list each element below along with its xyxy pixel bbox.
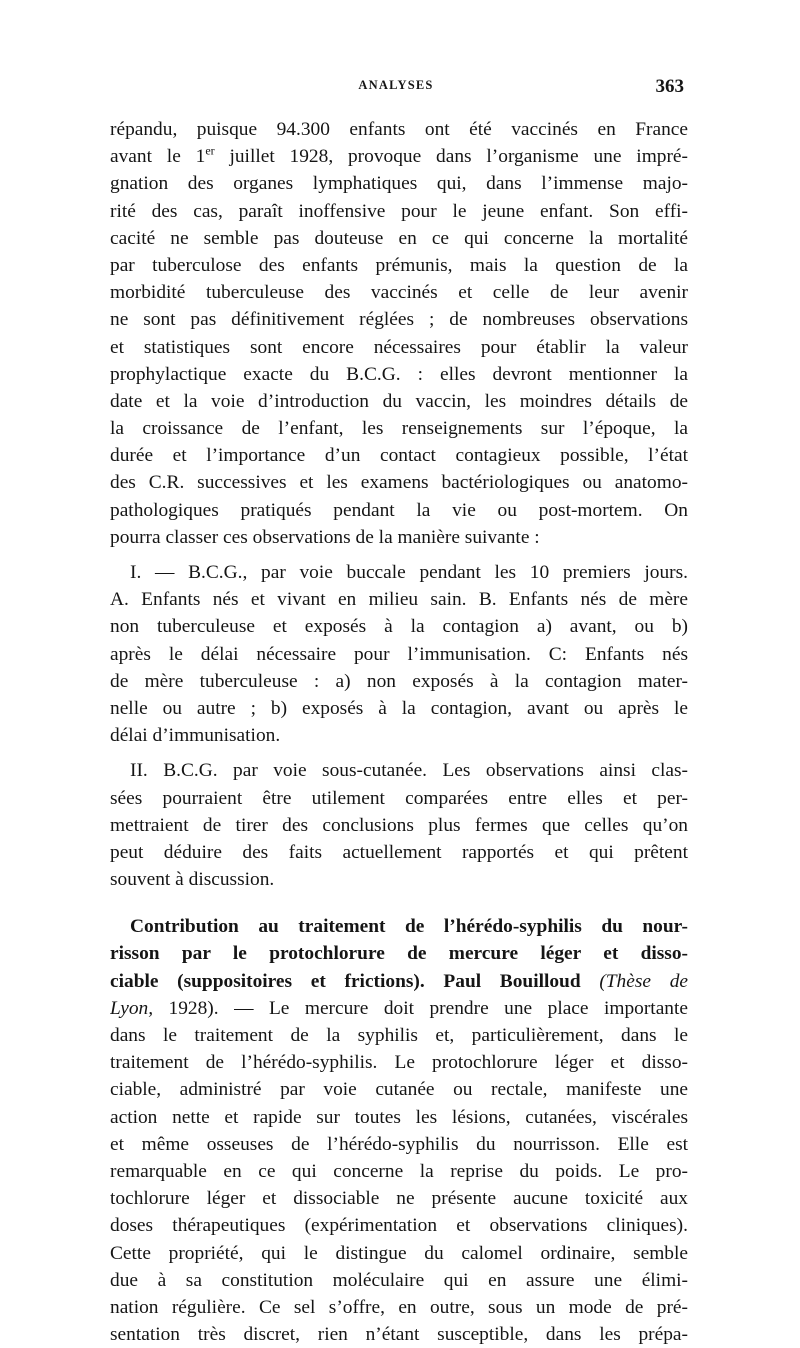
text-line: doses thérapeutiques (expérimentation et observations cliniques). bbox=[110, 1215, 688, 1237]
article-title-line bbox=[110, 968, 688, 995]
text-line: prophylactique exacte du B.C.G. : elles devront mentionner la bbox=[110, 363, 688, 385]
text-line: sées pourraient être utilement comparées entre elles et per- bbox=[110, 787, 688, 809]
text-fragment: 1928). — Le mercure doit prendre une place importante bbox=[153, 997, 688, 1019]
text-line: tochlorure léger et dissociable ne présente aucune toxicité aux bbox=[110, 1188, 688, 1210]
text-line: action nette et rapide sur toutes les lésions, cutanées, viscérales bbox=[110, 1106, 688, 1128]
page-number: 363 bbox=[655, 76, 684, 97]
text-line: par tuberculose des enfants prémunis, mais la question de la bbox=[110, 254, 688, 276]
paragraph-subcutaneous-route bbox=[110, 757, 688, 893]
text-line: pathologiques pratiqués pendant la vie ou post-mortem. On bbox=[110, 499, 688, 521]
text-line: dans le traitement de la syphilis et, particulièrement, dans le bbox=[110, 1025, 688, 1046]
text-line: remarquable en ce qui concerne la reprise du poids. Le pro- bbox=[110, 1160, 688, 1182]
running-title: ANALYSES bbox=[358, 78, 434, 92]
text-line: ciable, administré par voie cutanée ou rectale, manifeste une bbox=[110, 1079, 688, 1101]
text-line: ne sont pas définitivement réglées ; de nombreuses observations bbox=[110, 309, 688, 331]
text-line: sentation très discret, rien n’étant susceptible, dans les prépa- bbox=[110, 1324, 688, 1346]
text-line: souvent à discussion. bbox=[110, 869, 275, 891]
paragraph-oral-route bbox=[110, 559, 688, 749]
text-line: la croissance de l’enfant, les renseignements sur l’époque, la bbox=[110, 418, 688, 440]
article-title-line: Contribution au traitement de l’hérédo-syphilis du nour- bbox=[130, 916, 688, 938]
text-line: rité des cas, paraît inoffensive pour le jeune enfant. Son effi- bbox=[110, 200, 688, 222]
superscript: er bbox=[205, 143, 215, 158]
page-body bbox=[110, 116, 688, 1348]
article-title-fragment: ciable (suppositoires et frictions). Paul Bouilloud bbox=[110, 970, 581, 992]
text-line: cacité ne semble pas douteuse en ce qui concerne la mortalité bbox=[110, 227, 688, 249]
page-header bbox=[108, 76, 684, 102]
thesis-city: Lyon, bbox=[110, 997, 154, 1019]
text-line: des C.R. successives et les examens bactériologiques ou anatomo- bbox=[110, 472, 688, 494]
text-line: durée et l’importance d’un contact contagieux possible, l’état bbox=[110, 445, 688, 467]
paragraph-gap bbox=[110, 551, 688, 559]
text-line: nelle ou autre ; b) exposés à la contagion, avant ou après le bbox=[110, 697, 688, 719]
thesis-reference: (Thèse de bbox=[580, 970, 688, 992]
article-contribution-heredo-syphilis bbox=[110, 913, 688, 1348]
text-line: et statistiques sont encore nécessaires pour établir la valeur bbox=[110, 336, 688, 358]
text-line: II. B.C.G. par voie sous-cutanée. Les observations ainsi clas- bbox=[130, 760, 688, 782]
text-line: A. Enfants nés et vivant en milieu sain. B. Enfants nés de mère bbox=[110, 589, 688, 611]
paragraph-gap bbox=[110, 749, 688, 757]
text-line: et même osseuses de l’hérédo-syphilis du nourrisson. Elle est bbox=[110, 1133, 688, 1155]
text-line: morbidité tuberculeuse des vaccinés et celle de leur avenir bbox=[110, 282, 688, 304]
text-line: Cette propriété, qui le distingue du calomel ordinaire, semble bbox=[110, 1242, 688, 1264]
text-fragment: juillet 1928, provoque dans l’organisme une impré- bbox=[214, 146, 688, 168]
text-line: pourra classer ces observations de la manière suivante : bbox=[110, 526, 540, 548]
article-title-line: risson par le protochlorure de mercure léger et disso- bbox=[110, 943, 688, 965]
text-line: gnation des organes lymphatiques qui, dans l’immense majo- bbox=[110, 173, 688, 195]
text-line bbox=[110, 995, 688, 1022]
section-gap bbox=[110, 893, 688, 913]
text-line bbox=[110, 143, 688, 170]
text-line: date et la voie d’introduction du vaccin, les moindres détails de bbox=[110, 390, 688, 412]
paragraph-bcg-vaccination bbox=[110, 116, 688, 551]
text-line: peut déduire des faits actuellement rapportés et qui prêtent bbox=[110, 841, 688, 863]
text-line: délai d’immunisation. bbox=[110, 725, 281, 747]
text-line: nation régulière. Ce sel s’offre, en outre, sous un mode de pré- bbox=[110, 1296, 688, 1318]
text-line: après le délai nécessaire pour l’immunisation. C: Enfants nés bbox=[110, 643, 688, 665]
text-line: traitement de l’hérédo-syphilis. Le protochlorure léger et disso- bbox=[110, 1052, 688, 1074]
text-fragment: avant le 1 bbox=[110, 146, 206, 168]
text-line: I. — B.C.G., par voie buccale pendant les 10 premiers jours. bbox=[130, 562, 688, 583]
text-line: due à sa constitution moléculaire qui en assure une élimi- bbox=[110, 1269, 688, 1291]
text-line: de mère tuberculeuse : a) non exposés à la contagion mater- bbox=[110, 670, 688, 692]
text-line: mettraient de tirer des conclusions plus fermes que celles qu’on bbox=[110, 814, 688, 836]
text-line: répandu, puisque 94.300 enfants ont été vaccinés en France bbox=[110, 119, 688, 140]
text-line: non tuberculeuse et exposés à la contagion a) avant, ou b) bbox=[110, 616, 688, 638]
